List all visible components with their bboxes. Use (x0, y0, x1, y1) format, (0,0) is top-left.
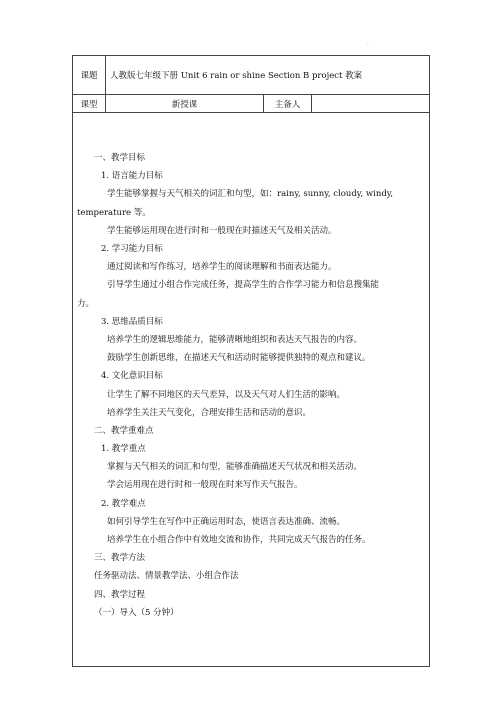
plan-content (73, 113, 430, 667)
paragraph: 培养学生在小组合作中有效地交流和协作，共同完成天气报告的任务。 (107, 535, 371, 545)
section-heading-key-points: 二、教学重难点 (94, 425, 154, 436)
subheading-introduction: （一）导入（5 分钟） (94, 607, 179, 618)
subheading-culture: 4. 文化意识目标 (101, 371, 163, 382)
paragraph: 鼓励学生创新思维，在描述天气和活动时能够提供独特的观点和建议。 (107, 353, 371, 364)
paragraph: 学会运用现在进行时和一般现在时来写作天气报告。 (107, 480, 303, 491)
topic-row (73, 56, 430, 95)
subheading-language: 1. 语言能力目标 (101, 171, 163, 182)
paragraph-continued: temperature 等。 (77, 207, 151, 218)
content-row (73, 113, 430, 667)
topic-value: 人教版七年级下册 Unit 6 rain or shine Section B project 教案 (106, 56, 430, 95)
paragraph: 如何引导学生在写作中正确运用时态，使语言表达准确、流畅。 (107, 516, 346, 527)
paragraph: 让学生了解不同地区的天气差异，以及天气对人们生活的影响。 (107, 389, 346, 400)
paragraph: 学生能够掌握与天气相关的词汇和句型，如：rainy, sunny, cloudy, windy, (107, 189, 394, 200)
preparer-label: 主备人 (264, 95, 312, 113)
type-label: 课型 (73, 95, 106, 113)
preparer-value (312, 95, 430, 113)
section-heading-process: 四、教学过程 (94, 589, 146, 600)
paragraph: 培养学生的逻辑思维能力，能够清晰地组织和表达天气报告的内容。 (107, 334, 363, 345)
paragraph: 掌握与天气相关的词汇和句型，能够准确描述天气状况和相关活动。 (107, 462, 363, 473)
paragraph-continued: 力。 (77, 298, 95, 309)
paragraph: 学生能够运用现在进行时和一般现在时描述天气及相关活动。 (107, 225, 337, 236)
type-row (73, 95, 430, 113)
section-heading-objectives: 一、教学目标 (94, 153, 146, 164)
paragraph: 通过阅读和写作练习，培养学生的阅读理解和书面表达能力。 (107, 262, 337, 273)
subheading-focus: 1. 教学重点 (101, 444, 146, 455)
paragraph: 培养学生关注天气变化，合理安排生活和活动的意识。 (107, 407, 312, 418)
paragraph: 引导学生通过小组合作完成任务，提高学生的合作学习能力和信息搜集能 (107, 280, 380, 291)
lesson-plan-table (72, 55, 430, 667)
subheading-thinking: 3. 思维品质目标 (101, 316, 163, 327)
type-value: 新授课 (106, 95, 264, 113)
section-heading-methods: 三、教学方法 (94, 553, 146, 564)
corner-mark: · (367, 42, 369, 49)
topic-label: 课题 (73, 56, 106, 95)
subheading-learning: 2. 学习能力目标 (101, 244, 163, 254)
paragraph: 任务驱动法、情景教学法、小组合作法 (94, 571, 239, 582)
subheading-difficulty: 2. 教学难点 (101, 498, 146, 509)
